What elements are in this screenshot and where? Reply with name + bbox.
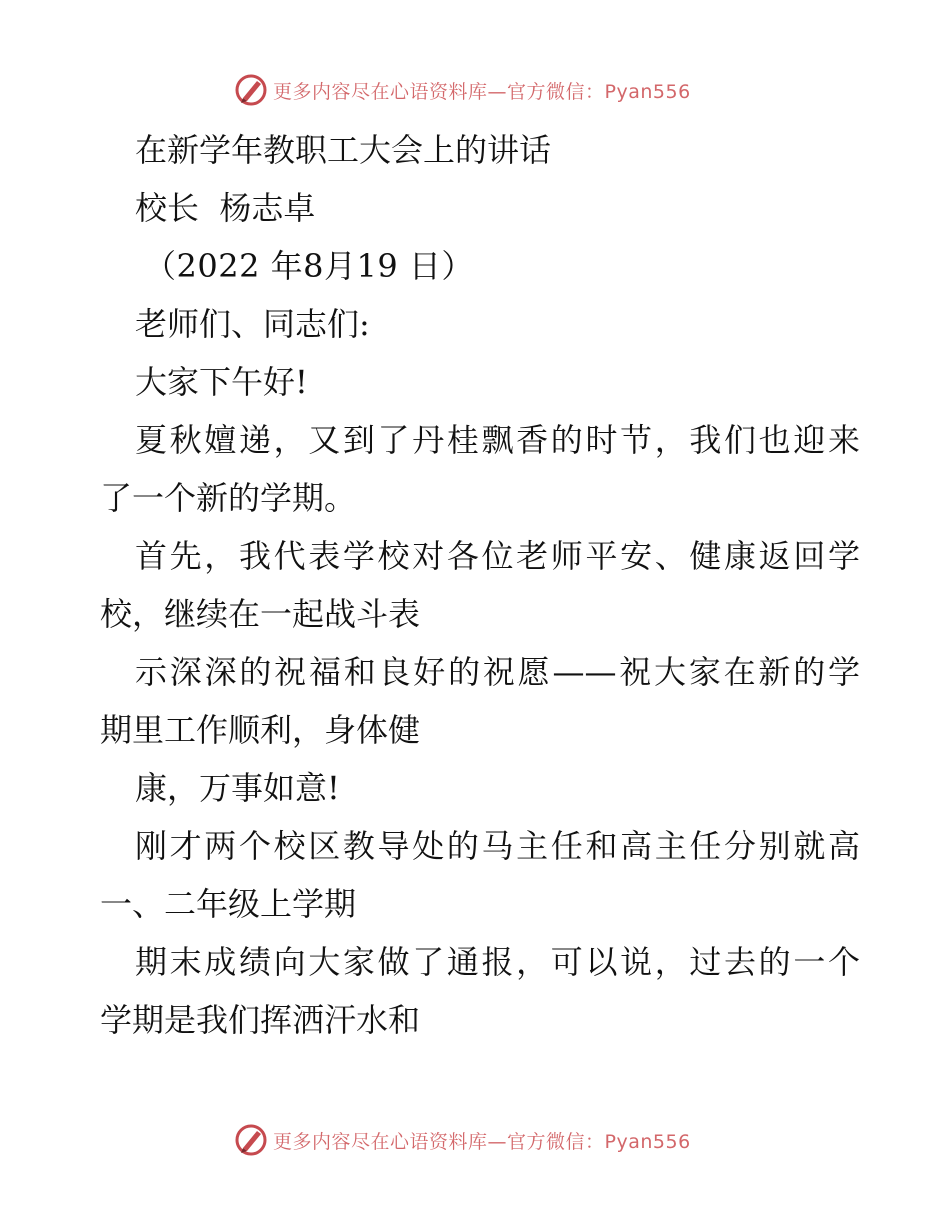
paragraph-line: 期里工作顺利，身体健 — [100, 711, 421, 749]
paragraph-line: 夏秋嬗递，又到了丹桂飘香的时节，我们也迎来 — [135, 421, 860, 459]
paragraph-line: 校，继续在一起战斗表 — [100, 595, 421, 633]
paragraph-line: 期末成绩向大家做了通报，可以说，过去的一个 — [135, 943, 860, 981]
pen-logo-icon — [233, 1122, 269, 1158]
paragraph-line: 学期是我们挥洒汗水和 — [100, 1001, 421, 1039]
paragraph-line: 首先，我代表学校对各位老师平安、健康返回学 — [135, 537, 860, 575]
document-author: 校长 杨志卓 — [135, 189, 316, 227]
watermark-banner-top — [233, 72, 691, 108]
paragraph-line: 刚才两个校区教导处的马主任和高主任分别就高 — [135, 827, 860, 865]
watermark-text: 更多内容尽在心语资料库—官方微信：Pyan556 — [273, 80, 691, 103]
paragraph-line: 一、二年级上学期 — [100, 885, 357, 923]
salutation: 老师们、同志们: — [135, 305, 370, 343]
document-body — [100, 121, 860, 1049]
document-title: 在新学年教职工大会上的讲话 — [135, 131, 552, 169]
pen-logo-icon — [233, 72, 269, 108]
watermark-text: 更多内容尽在心语资料库—官方微信：Pyan556 — [273, 1130, 691, 1153]
paragraph-line: 康，万事如意! — [135, 769, 340, 807]
greeting: 大家下午好! — [135, 363, 308, 401]
watermark-banner-bottom — [233, 1122, 691, 1158]
paragraph-line: 示深深的祝福和良好的祝愿——祝大家在新的学 — [135, 653, 860, 691]
paragraph-line: 了一个新的学期。 — [100, 479, 357, 517]
document-date: （2022 年8月19 日） — [144, 247, 474, 285]
